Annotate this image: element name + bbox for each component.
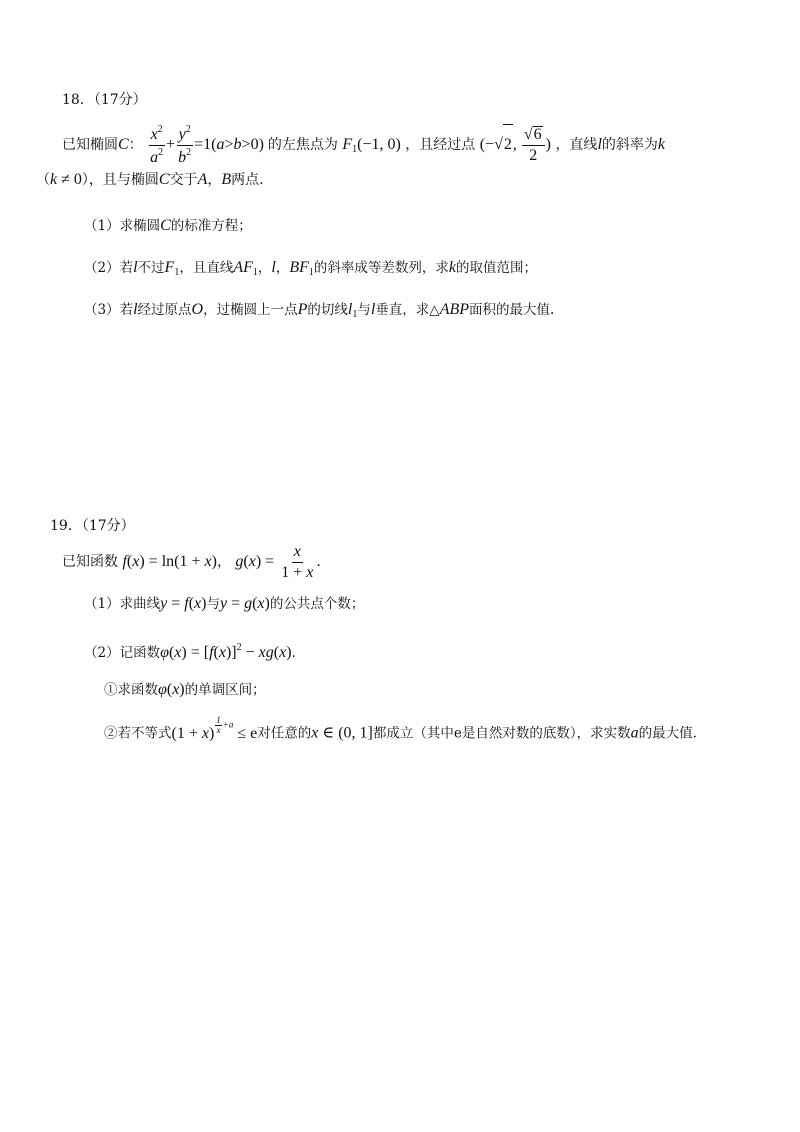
q18-part2: （2）若l不过$F_1$，且直线$AF_1$，l，$BF_1$的斜率成等差数列，求k的取值范围； [84, 259, 537, 278]
focus-F1: $F_1(-1$, 0) [342, 136, 401, 155]
q18-part3: （3）若l经过原点O，过椭圆上一点P的切线$l_1$与l垂直，求△ABP面积的最大值. [84, 301, 555, 320]
q19-part1: （1）求曲线y = f(x)与y = g(x)的公共点个数； [84, 595, 365, 612]
q19-stem: 已知函数 f(x) = ln(1 + x)， g(x) = $\frac{x}{1 + x}$ . [62, 542, 321, 581]
inequality-expression: (1 + x) $\frac{1}{x}$ +a ≤ e [171, 715, 258, 742]
q18-stem-line1: 已知椭圆C： $\frac{x^2}{a^2}$ + $\frac{y^2}{b^2}$ =1(a>b>0) 的左焦点为 $F_1(-1$, 0) ，且经过点 (−√2, $\frac{√6}{2}$ ) ，直线l的斜率为k [62, 123, 665, 166]
q19-header: 19．（17分） [50, 518, 135, 534]
q18-stem-line2: （k ≠ 0），且与椭圆C交于A，B两点. [36, 171, 264, 188]
q19-part2: （2）记函数$\varphi(x) = [f(x)]^2 - xg(x)$. [84, 642, 296, 661]
q19-sub1: ①求函数φ(x)的单调区间； [104, 681, 266, 698]
q19-sub2: ②若不等式(1 + x) $\frac{1}{x}$ +a ≤ e对任意的x ∈ (0, 1]都成立（其中e是自然对数的底数），求实数a的最大值. [104, 715, 697, 742]
function-g: g(x) = $\frac{x}{1 + x}$ [235, 542, 314, 581]
q18-part1: （1）求椭圆C的标准方程； [84, 217, 252, 234]
point-coordinate: (−√2, $\frac{√6}{2}$ ) [480, 136, 551, 153]
function-f: f(x) = ln(1 + x) [122, 553, 217, 570]
q18-header: 18．（17分） [62, 92, 147, 108]
ellipse-equation: $\frac{x^2}{a^2}$ + $\frac{y^2}{b^2}$ =1(a>b>0) [150, 123, 264, 166]
